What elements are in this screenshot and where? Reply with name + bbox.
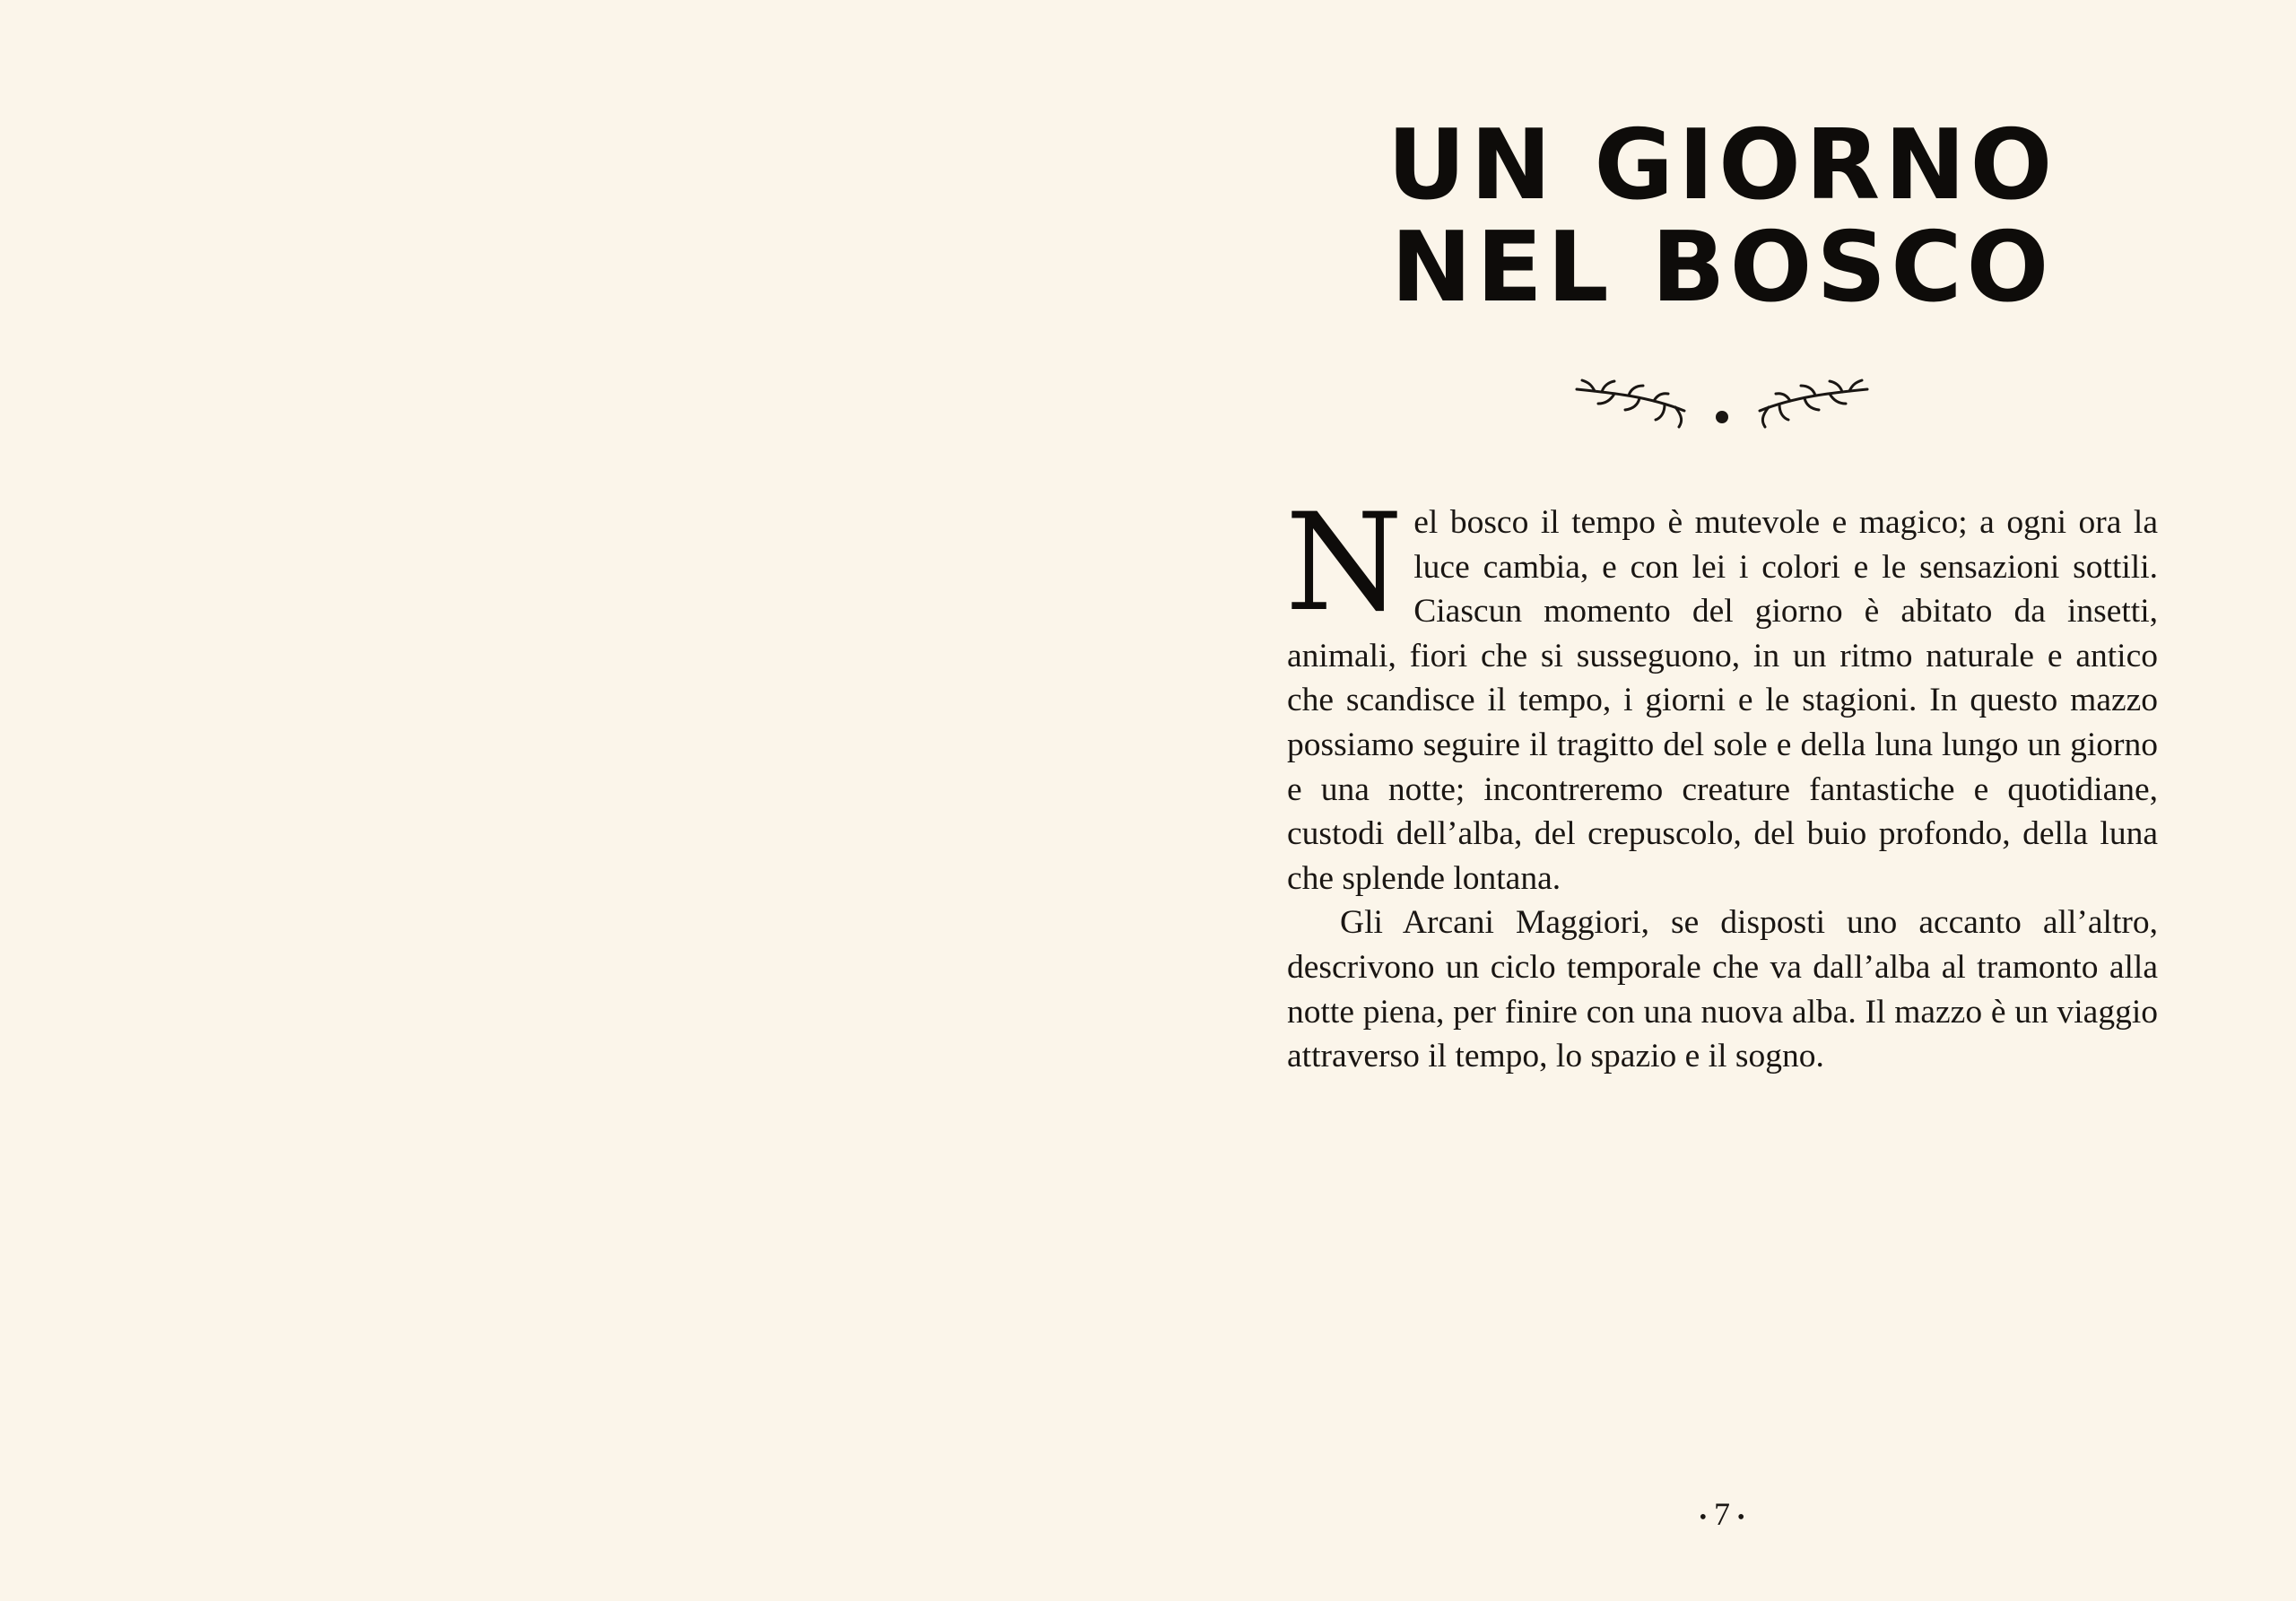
page-number-dot-left: • bbox=[1699, 1505, 1707, 1529]
right-page bbox=[1148, 0, 2296, 1601]
page-number bbox=[1148, 1492, 2296, 1539]
chapter-body bbox=[1285, 485, 2158, 1079]
twig-ornament-icon bbox=[1568, 377, 1876, 434]
drop-cap: N bbox=[1285, 485, 1404, 641]
chapter-title bbox=[1148, 109, 2296, 324]
chapter-title-line-2: NEL BOSCO bbox=[1390, 212, 2054, 324]
paragraph-2: Gli Arcani Maggiori, se disposti uno accanto all’altro, descrivono un ciclo temporale che va dall’alba al tramonto alla notte piena, per finire con una nuova alba. Il mazzo è un viaggio attraverso il tempo, lo spazio e il sogno. bbox=[1287, 904, 2158, 1075]
paragraph-1 bbox=[1285, 485, 2158, 901]
chapter-title-line-1: UN GIORNO bbox=[1387, 109, 2057, 222]
page-number-value: 7 bbox=[1714, 1496, 1730, 1532]
paragraph-1-text: el bosco il tempo è mutevole e magico; a ogni ora la luce cambia, e con lei i colori e le sensazioni sottili. Ciascun momento del giorno è abitato da insetti, animali, fiori che si susseguono, in un ritmo naturale e antico che scandisce il tempo, i giorni e le stagioni. In questo mazzo possiamo seguire il tragitto del sole e della luna lungo un giorno e una notte; incontreremo creature fantastiche e quotidiane, custodi dell’alba, del crepuscolo, del buio profondo, della luna che splende lontana. bbox=[1287, 504, 2158, 897]
page-number-dot-right: • bbox=[1737, 1505, 1745, 1529]
